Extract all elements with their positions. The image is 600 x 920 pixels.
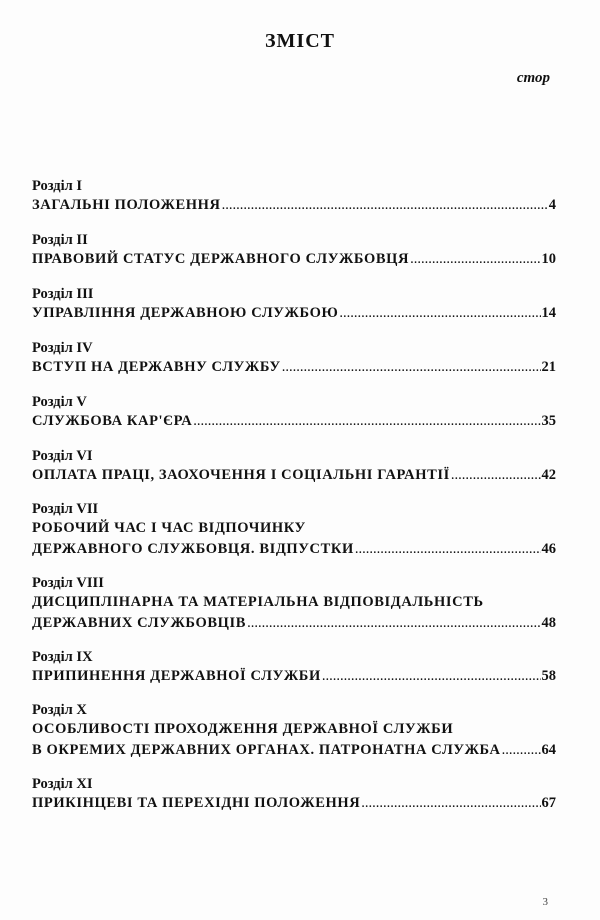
page-ref: 10 [541,251,556,267]
section-title-line [32,303,556,324]
toc-entry[interactable] [32,776,556,814]
section-title: ПРИКІНЦЕВІ ТА ПЕРЕХІДНІ ПОЛОЖЕННЯ [32,795,361,811]
section-title: ОПЛАТА ПРАЦІ, ЗАОХОЧЕННЯ І СОЦІАЛЬНІ ГАРАНТІЇ [32,467,450,483]
page-ref: 35 [541,413,556,429]
leader-dots [282,357,541,378]
section-title-line [32,719,556,740]
section-title: ПРАВОВИЙ СТАТУС ДЕРЖАВНОГО СЛУЖБОВЦЯ [32,251,410,267]
page-ref: 42 [541,467,556,483]
page-ref: 46 [541,541,556,557]
section-title: В ОКРЕМИХ ДЕРЖАВНИХ ОРГАНАХ. ПАТРОНАТНА СЛУЖБА [32,742,501,758]
section-title-line [32,249,556,270]
section-title: УПРАВЛІННЯ ДЕРЖАВНОЮ СЛУЖБОЮ [32,305,339,321]
page-title: ЗМІСТ [265,30,335,52]
page-ref: 48 [541,615,556,631]
leader-dots [451,465,541,486]
toc-entry[interactable] [32,575,556,634]
leader-dots [339,303,540,324]
section-title-line [32,793,556,814]
section-number: Розділ ІІІ [32,286,94,302]
leader-dots [322,666,541,687]
section-number: Розділ ІХ [32,649,93,665]
page-number: 3 [542,896,548,908]
page-column-label: стор [516,70,550,86]
section-title: ОСОБЛИВОСТІ ПРОХОДЖЕННЯ ДЕРЖАВНОЇ СЛУЖБИ [32,721,454,737]
table-of-contents [32,178,556,814]
section-title-line [32,613,556,634]
page-ref: 64 [541,742,556,758]
leader-dots [410,249,540,270]
section-title: ДЕРЖАВНОГО СЛУЖБОВЦЯ. ВІДПУСТКИ [32,541,354,557]
section-number: Розділ Х [32,702,87,718]
toc-entry[interactable] [32,340,556,378]
toc-entry[interactable] [32,286,556,324]
leader-dots [502,740,541,761]
section-number: Розділ І [32,178,83,194]
page-ref: 58 [541,668,556,684]
page-ref: 67 [541,795,556,811]
toc-entry[interactable] [32,178,556,216]
leader-dots [193,411,540,432]
section-title: РОБОЧИЙ ЧАС І ЧАС ВІДПОЧИНКУ [32,520,306,536]
page-ref: 4 [548,197,556,213]
section-title-line [32,592,556,613]
section-title-line [32,357,556,378]
leader-dots [355,539,541,560]
section-title: ПРИПИНЕННЯ ДЕРЖАВНОЇ СЛУЖБИ [32,668,321,684]
section-number: Розділ VІ [32,448,93,464]
section-title: ДЕРЖАВНИХ СЛУЖБОВЦІВ [32,615,247,631]
section-title-line [32,539,556,560]
toc-entry[interactable] [32,702,556,761]
section-title-line [32,411,556,432]
leader-dots [222,195,548,216]
section-number: Розділ ІІ [32,232,88,248]
section-title: ДИСЦИПЛІНАРНА ТА МАТЕРІАЛЬНА ВІДПОВІДАЛЬНІСТЬ [32,594,484,610]
section-title-line [32,195,556,216]
toc-entry[interactable] [32,448,556,486]
leader-dots [361,793,540,814]
section-title: ЗАГАЛЬНІ ПОЛОЖЕННЯ [32,197,221,213]
toc-entry[interactable] [32,232,556,270]
section-number: Розділ ІV [32,340,93,356]
section-number: Розділ V [32,394,87,410]
leader-dots [247,613,540,634]
section-number: Розділ VІІ [32,501,99,517]
section-title: СЛУЖБОВА КАР'ЄРА [32,413,193,429]
section-title-line [32,518,556,539]
section-title: ВСТУП НА ДЕРЖАВНУ СЛУЖБУ [32,359,281,375]
page-ref: 14 [541,305,556,321]
section-title-line [32,740,556,761]
toc-entry[interactable] [32,501,556,560]
toc-entry[interactable] [32,649,556,687]
toc-entry[interactable] [32,394,556,432]
section-title-line [32,465,556,486]
section-number: Розділ ХІ [32,776,93,792]
page-ref: 21 [541,359,556,375]
section-title-line [32,666,556,687]
section-number: Розділ VІІІ [32,575,104,591]
